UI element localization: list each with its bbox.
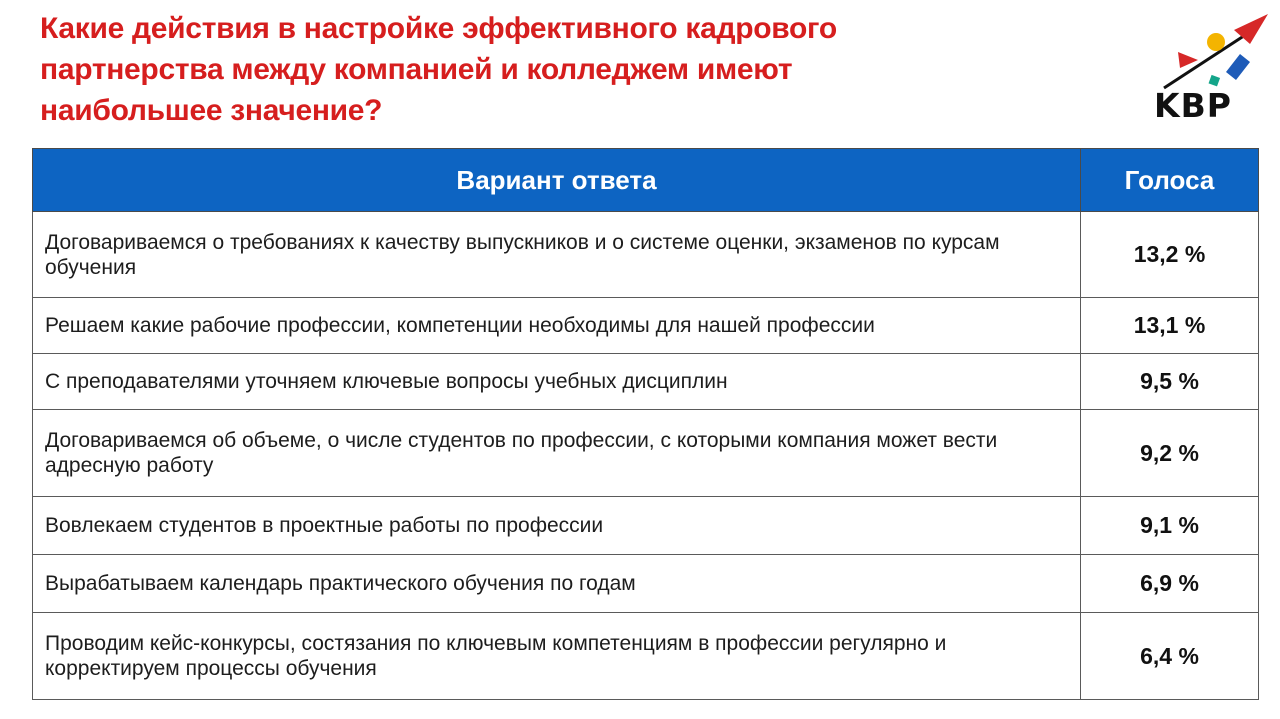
row-text: Вырабатываем календарь практического обучения по годам [33,555,1081,613]
row-votes: 9,2 % [1081,410,1259,497]
row-votes: 6,4 % [1081,613,1259,700]
row-votes: 9,5 % [1081,354,1259,410]
table-row [33,354,1259,410]
row-text: С преподавателями уточняем ключевые вопросы учебных дисциплин [33,354,1081,410]
row-votes: 9,1 % [1081,497,1259,555]
row-votes: 13,1 % [1081,298,1259,354]
poll-results-table [32,148,1259,700]
title-line-3: наибольшее значение? [40,94,383,127]
rocket-icon [1150,10,1270,90]
table-row [33,497,1259,555]
table-row [33,212,1259,298]
title-line-2: партнерства между компанией и колледжем имеют [40,53,793,86]
row-votes: 13,2 % [1081,212,1259,298]
table-row [33,555,1259,613]
header-votes: Голоса [1081,149,1259,212]
row-text: Проводим кейс-конкурсы, состязания по ключевым компетенциям в профессии регулярно и корректируем процессы обучения [33,613,1081,700]
kbp-logo [1150,10,1270,125]
header-option: Вариант ответа [33,149,1081,212]
title-line-1: Какие действия в настройке эффективного кадрового [40,12,837,45]
table-row [33,298,1259,354]
row-text: Договариваемся о требованиях к качеству выпускников и о системе оценки, экзаменов по курсам обучения [33,212,1081,298]
logo-text: KBP [1154,86,1232,125]
table-header-row [33,149,1259,212]
page-title [40,8,1040,131]
row-text: Договариваемся об объеме, о числе студентов по профессии, с которыми компания может вести адресную работу [33,410,1081,497]
table-row [33,410,1259,497]
table-row [33,613,1259,700]
row-text: Решаем какие рабочие профессии, компетенции необходимы для нашей профессии [33,298,1081,354]
row-votes: 6,9 % [1081,555,1259,613]
row-text: Вовлекаем студентов в проектные работы по профессии [33,497,1081,555]
